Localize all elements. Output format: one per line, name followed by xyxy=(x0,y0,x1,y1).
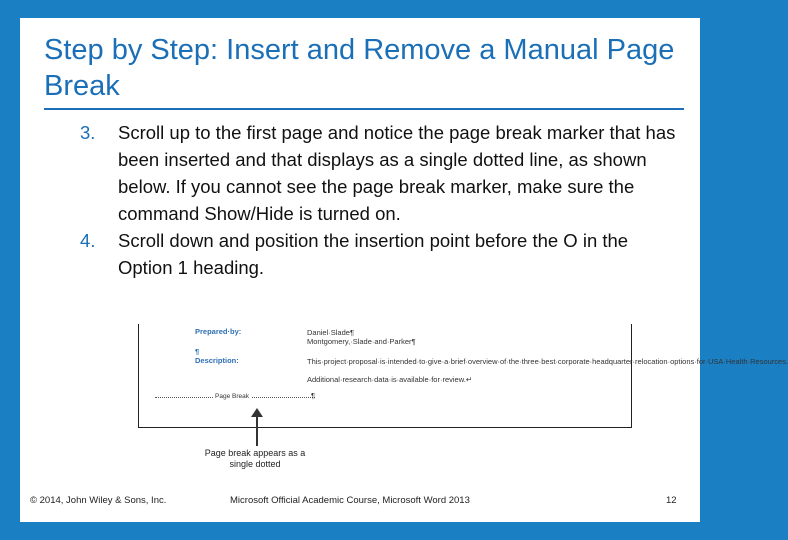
figure-callout: Page break appears as a single dotted xyxy=(204,448,306,469)
list-item xyxy=(80,227,680,281)
step-number: 4. xyxy=(80,230,96,251)
description-text-extra: Additional·research·data·is·available·for·review.↵ xyxy=(307,375,473,384)
footer-course: Microsoft Official Academic Course, Microsoft Word 2013 xyxy=(230,495,470,506)
footer-copyright: © 2014, John Wiley & Sons, Inc. xyxy=(30,495,167,506)
step-text: Scroll down and position the insertion point before the O in the Option 1 heading. xyxy=(118,230,629,278)
slide-title: Step by Step: Insert and Remove a Manual Page Break xyxy=(44,34,675,102)
title-divider xyxy=(44,108,684,110)
list-item xyxy=(80,119,680,227)
slide xyxy=(20,18,788,522)
page-break-label: Page Break xyxy=(215,393,249,400)
step-text: Scroll up to the first page and notice the page break marker that has been inserted and that displays as a single dotted line, as shown below. If you cannot see the page break marker, make sure the command Show/Hide is turned on. xyxy=(118,122,676,224)
arrow-up-icon xyxy=(251,408,263,417)
prepared-by-company: Montgomery,·Slade·and·Parker¶ xyxy=(307,337,416,346)
prepared-by-name: Daniel·Slade¶ xyxy=(307,328,354,337)
step-list xyxy=(80,119,680,281)
callout-arrow-shaft xyxy=(256,412,258,446)
step-number: 3. xyxy=(80,122,96,143)
description-label: Description: xyxy=(195,356,239,365)
prepared-by-label: Prepared·by: xyxy=(195,327,242,336)
description-text: This·project·proposal·is·intended·to·give·a·brief·overview·of·the·three·best·corporate·headquarter·relocation·options·for·USA·Health·Resources. xyxy=(307,357,788,366)
document-screenshot-figure xyxy=(138,324,788,428)
page-number: 12 xyxy=(666,495,677,506)
page-break-pilcrow: ¶ xyxy=(311,391,316,400)
pilcrow-mark: ¶ xyxy=(195,347,200,356)
